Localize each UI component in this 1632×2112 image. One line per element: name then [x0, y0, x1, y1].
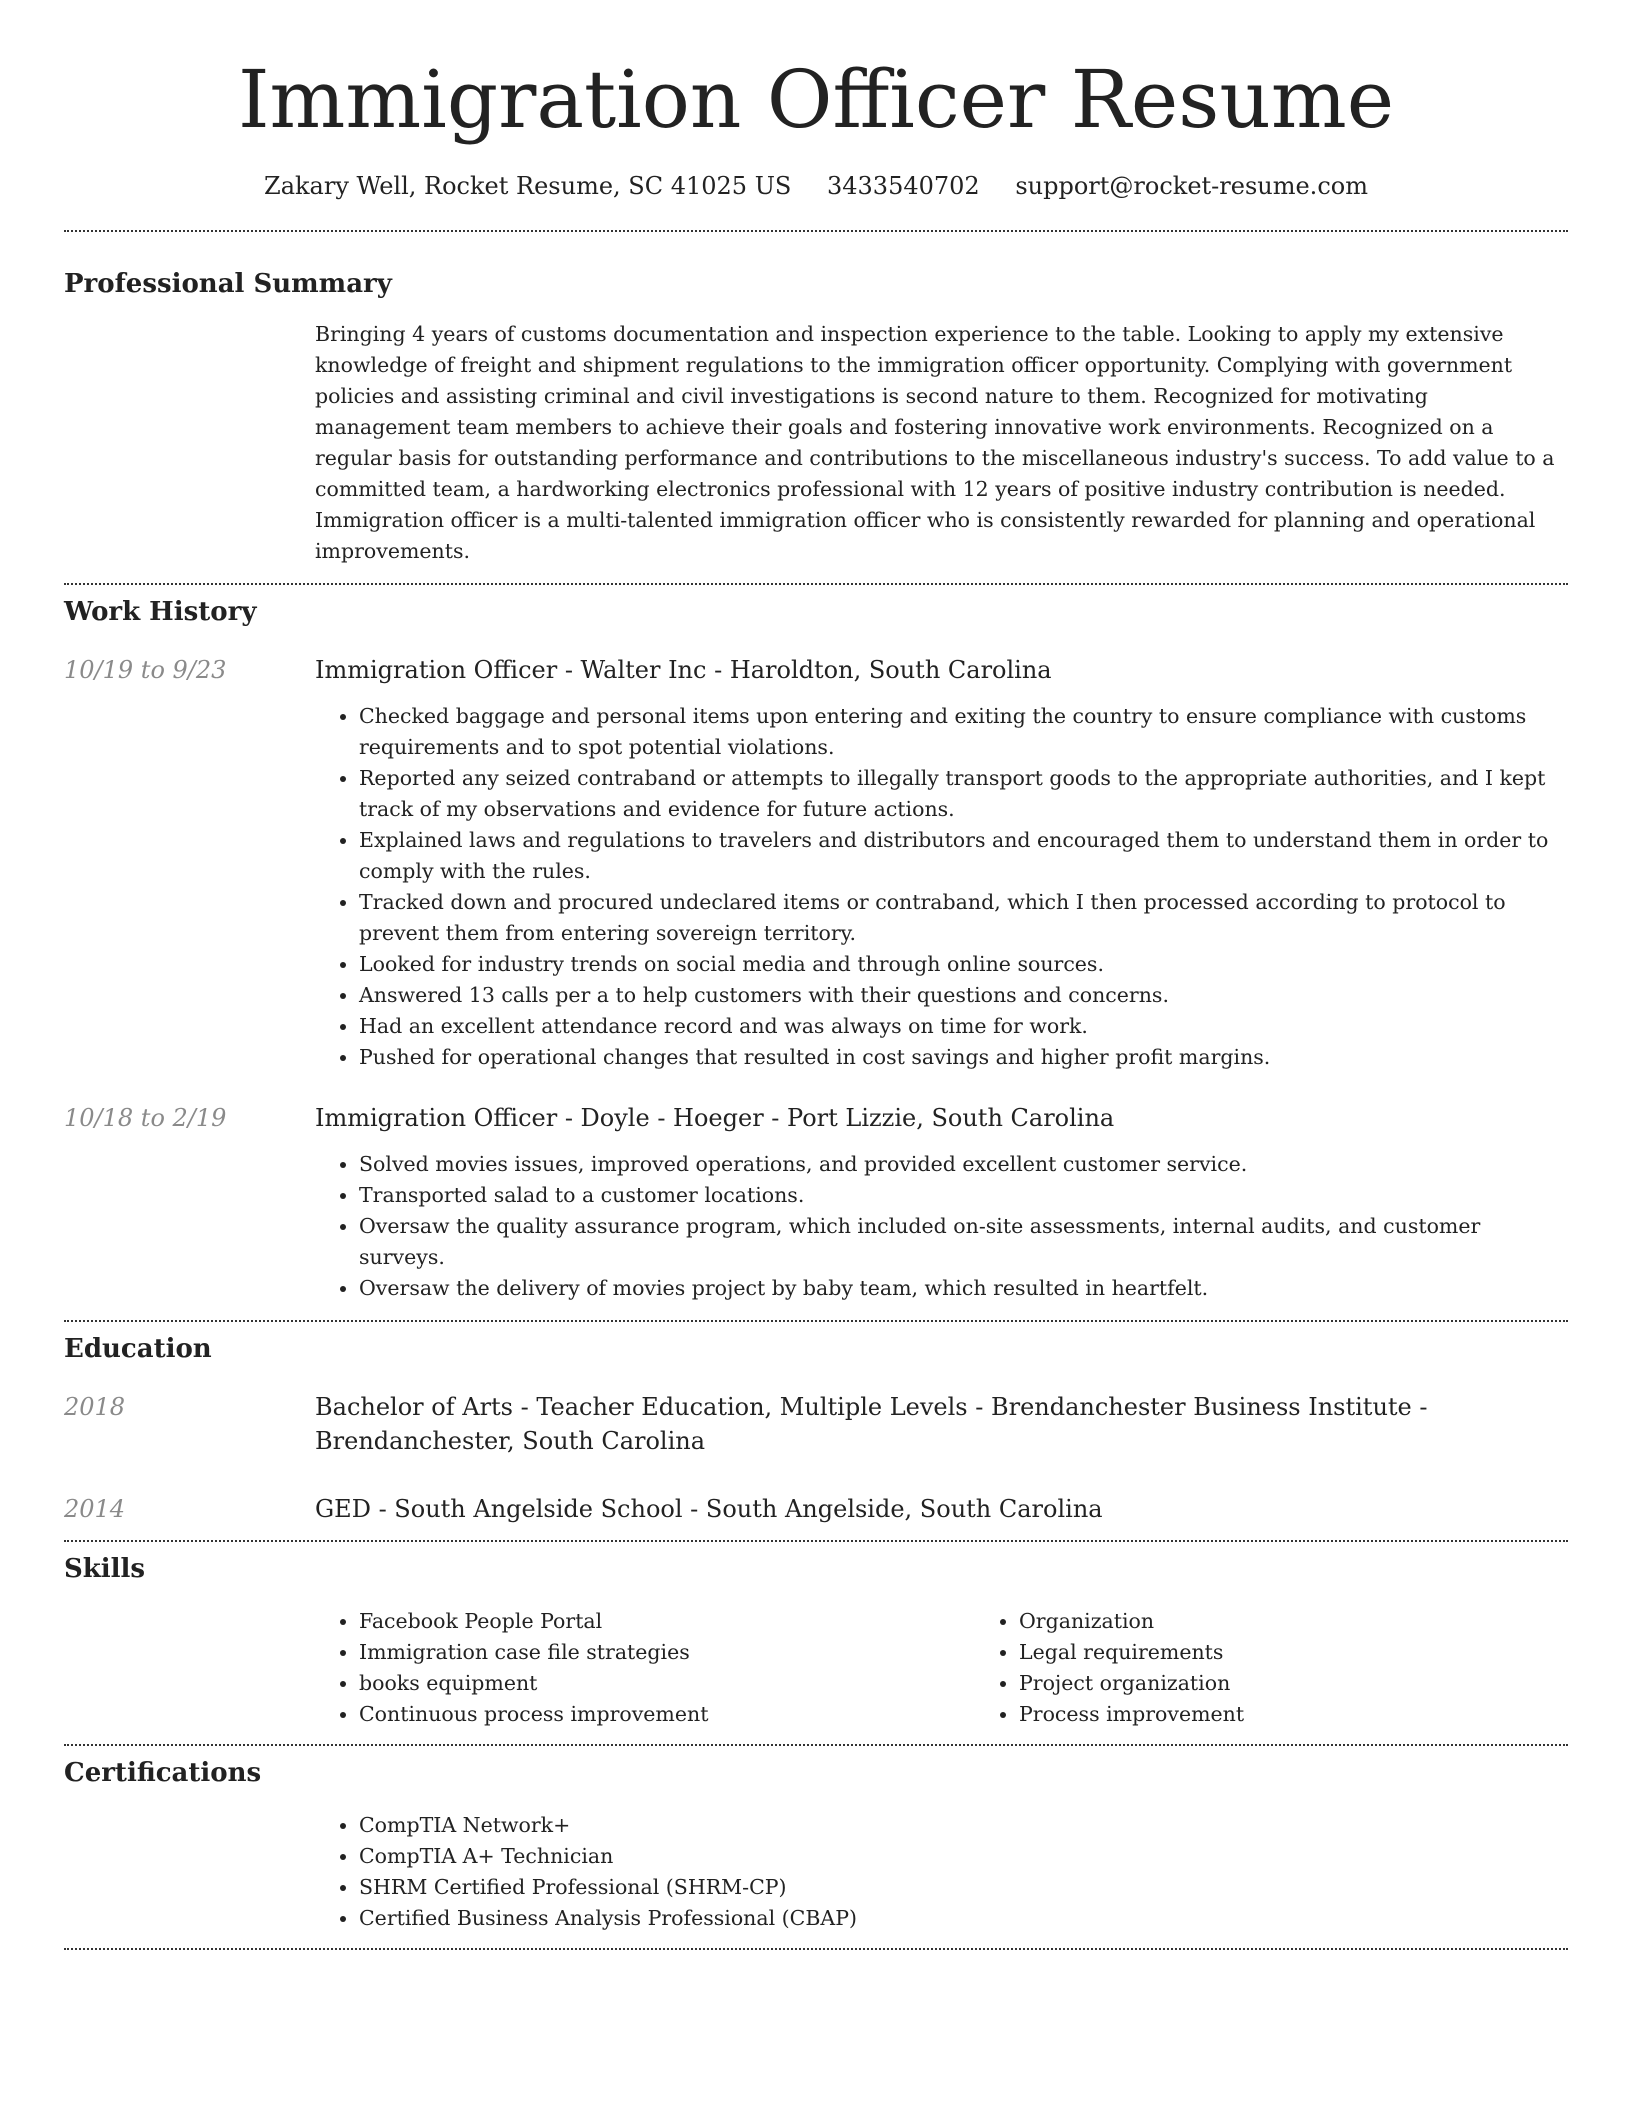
section-title-work: Work History — [64, 597, 257, 627]
education-entry — [64, 1492, 1568, 1526]
job-bullets — [315, 1149, 1568, 1304]
section-title-education: Education — [64, 1334, 212, 1364]
list-item: • books equipment — [359, 1668, 975, 1699]
list-item: • Looked for industry trends on social media and through online sources. — [359, 949, 1568, 980]
certifications-section — [64, 1746, 1568, 1934]
list-item: • Solved movies issues, improved operations, and provided excellent customer service. — [359, 1149, 1568, 1180]
list-item: • Project organization — [1019, 1668, 1632, 1699]
job-dates: 10/18 to 2/19 — [64, 1104, 227, 1132]
list-item: • CompTIA Network+ — [359, 1810, 1568, 1841]
work-section — [64, 585, 1568, 1304]
list-item: • Process improvement — [1019, 1699, 1632, 1730]
contact-line — [64, 170, 1568, 202]
job-bullets — [315, 701, 1568, 1073]
education-entry — [64, 1390, 1568, 1458]
education-year: 2014 — [64, 1495, 126, 1523]
list-item: • Continuous process improvement — [359, 1699, 975, 1730]
list-item: • CompTIA A+ Technician — [359, 1841, 1568, 1872]
list-item: • Tracked down and procured undeclared items or contraband, which I then processed according to protocol to prevent them from entering sovereign territory. — [359, 887, 1568, 949]
skills-list-right — [975, 1606, 1632, 1730]
job-heading: Immigration Officer - Doyle - Hoeger - Port Lizzie, South Carolina — [315, 1104, 1115, 1132]
list-item: • Oversaw the quality assurance program, which included on-site assessments, internal audits, and customer surveys. — [359, 1211, 1568, 1273]
job-entry — [64, 1101, 1568, 1304]
job-dates: 10/19 to 9/23 — [64, 656, 227, 684]
list-item: • Checked baggage and personal items upon entering and exiting the country to ensure compliance with customs requirements and to spot potential violations. — [359, 701, 1568, 763]
education-heading: GED - South Angelside School - South Angelside, South Carolina — [315, 1495, 1103, 1523]
contact-email: support@rocket-resume.com — [1015, 172, 1368, 200]
list-item: • Facebook People Portal — [359, 1606, 975, 1637]
list-item: • Organization — [1019, 1606, 1632, 1637]
summary-text: Bringing 4 years of customs documentation and inspection experience to the table. Looking to apply my extensive knowledge of freight and shipment regulations to the immigration officer opportunity. Complying with government policies and assisting criminal and civil investigations is second nature to them. Recognized for motivating management team members to achieve their goals and fostering innovative work environments. Recognized on a regular basis for outstanding performance and contributions to the miscellaneous industry's success. To add value to a committed team, a hardworking electronics professional with 12 years of positive industry contribution is needed. Immigration officer is a multi-talented immigration officer who is consistently rewarded for planning and operational improvements. — [315, 322, 1555, 563]
list-item: • Legal requirements — [1019, 1637, 1632, 1668]
section-title-summary: Professional Summary — [64, 269, 392, 299]
summary-section — [64, 232, 1568, 567]
list-item: • Reported any seized contraband or attempts to illegally transport goods to the appropriate authorities, and I kept track of my observations and evidence for future actions. — [359, 763, 1568, 825]
list-item: • Pushed for operational changes that resulted in cost savings and higher profit margins. — [359, 1042, 1568, 1073]
education-section — [64, 1322, 1568, 1526]
resume-header — [64, 0, 1568, 202]
section-title-certifications: Certifications — [64, 1758, 262, 1788]
list-item: • SHRM Certified Professional (SHRM-CP) — [359, 1872, 1568, 1903]
list-item: • Answered 13 calls per a to help customers with their questions and concerns. — [359, 980, 1568, 1011]
divider — [64, 1948, 1568, 1950]
education-year: 2018 — [64, 1393, 126, 1421]
job-entry — [64, 653, 1568, 1073]
list-item: • Oversaw the delivery of movies project by baby team, which resulted in heartfelt. — [359, 1273, 1568, 1304]
contact-phone: 3433540702 — [827, 172, 980, 200]
list-item: • Transported salad to a customer locations. — [359, 1180, 1568, 1211]
resume-title: Immigration Officer Resume — [237, 53, 1395, 146]
contact-address: Zakary Well, Rocket Resume, SC 41025 US — [264, 172, 792, 200]
list-item: • Immigration case file strategies — [359, 1637, 975, 1668]
skills-list-left — [315, 1606, 975, 1730]
section-title-skills: Skills — [64, 1554, 146, 1584]
skills-section — [64, 1542, 1568, 1730]
list-item: • Explained laws and regulations to travelers and distributors and encouraged them to understand them in order to comply with the rules. — [359, 825, 1568, 887]
job-heading: Immigration Officer - Walter Inc - Haroldton, South Carolina — [315, 656, 1052, 684]
certifications-list — [315, 1810, 1568, 1934]
education-heading: Bachelor of Arts - Teacher Education, Multiple Levels - Brendanchester Business Institute - Brendanchester, South Carolina — [315, 1393, 1428, 1455]
resume-page — [64, 0, 1568, 1950]
list-item: • Certified Business Analysis Professional (CBAP) — [359, 1903, 1568, 1934]
list-item: • Had an excellent attendance record and was always on time for work. — [359, 1011, 1568, 1042]
